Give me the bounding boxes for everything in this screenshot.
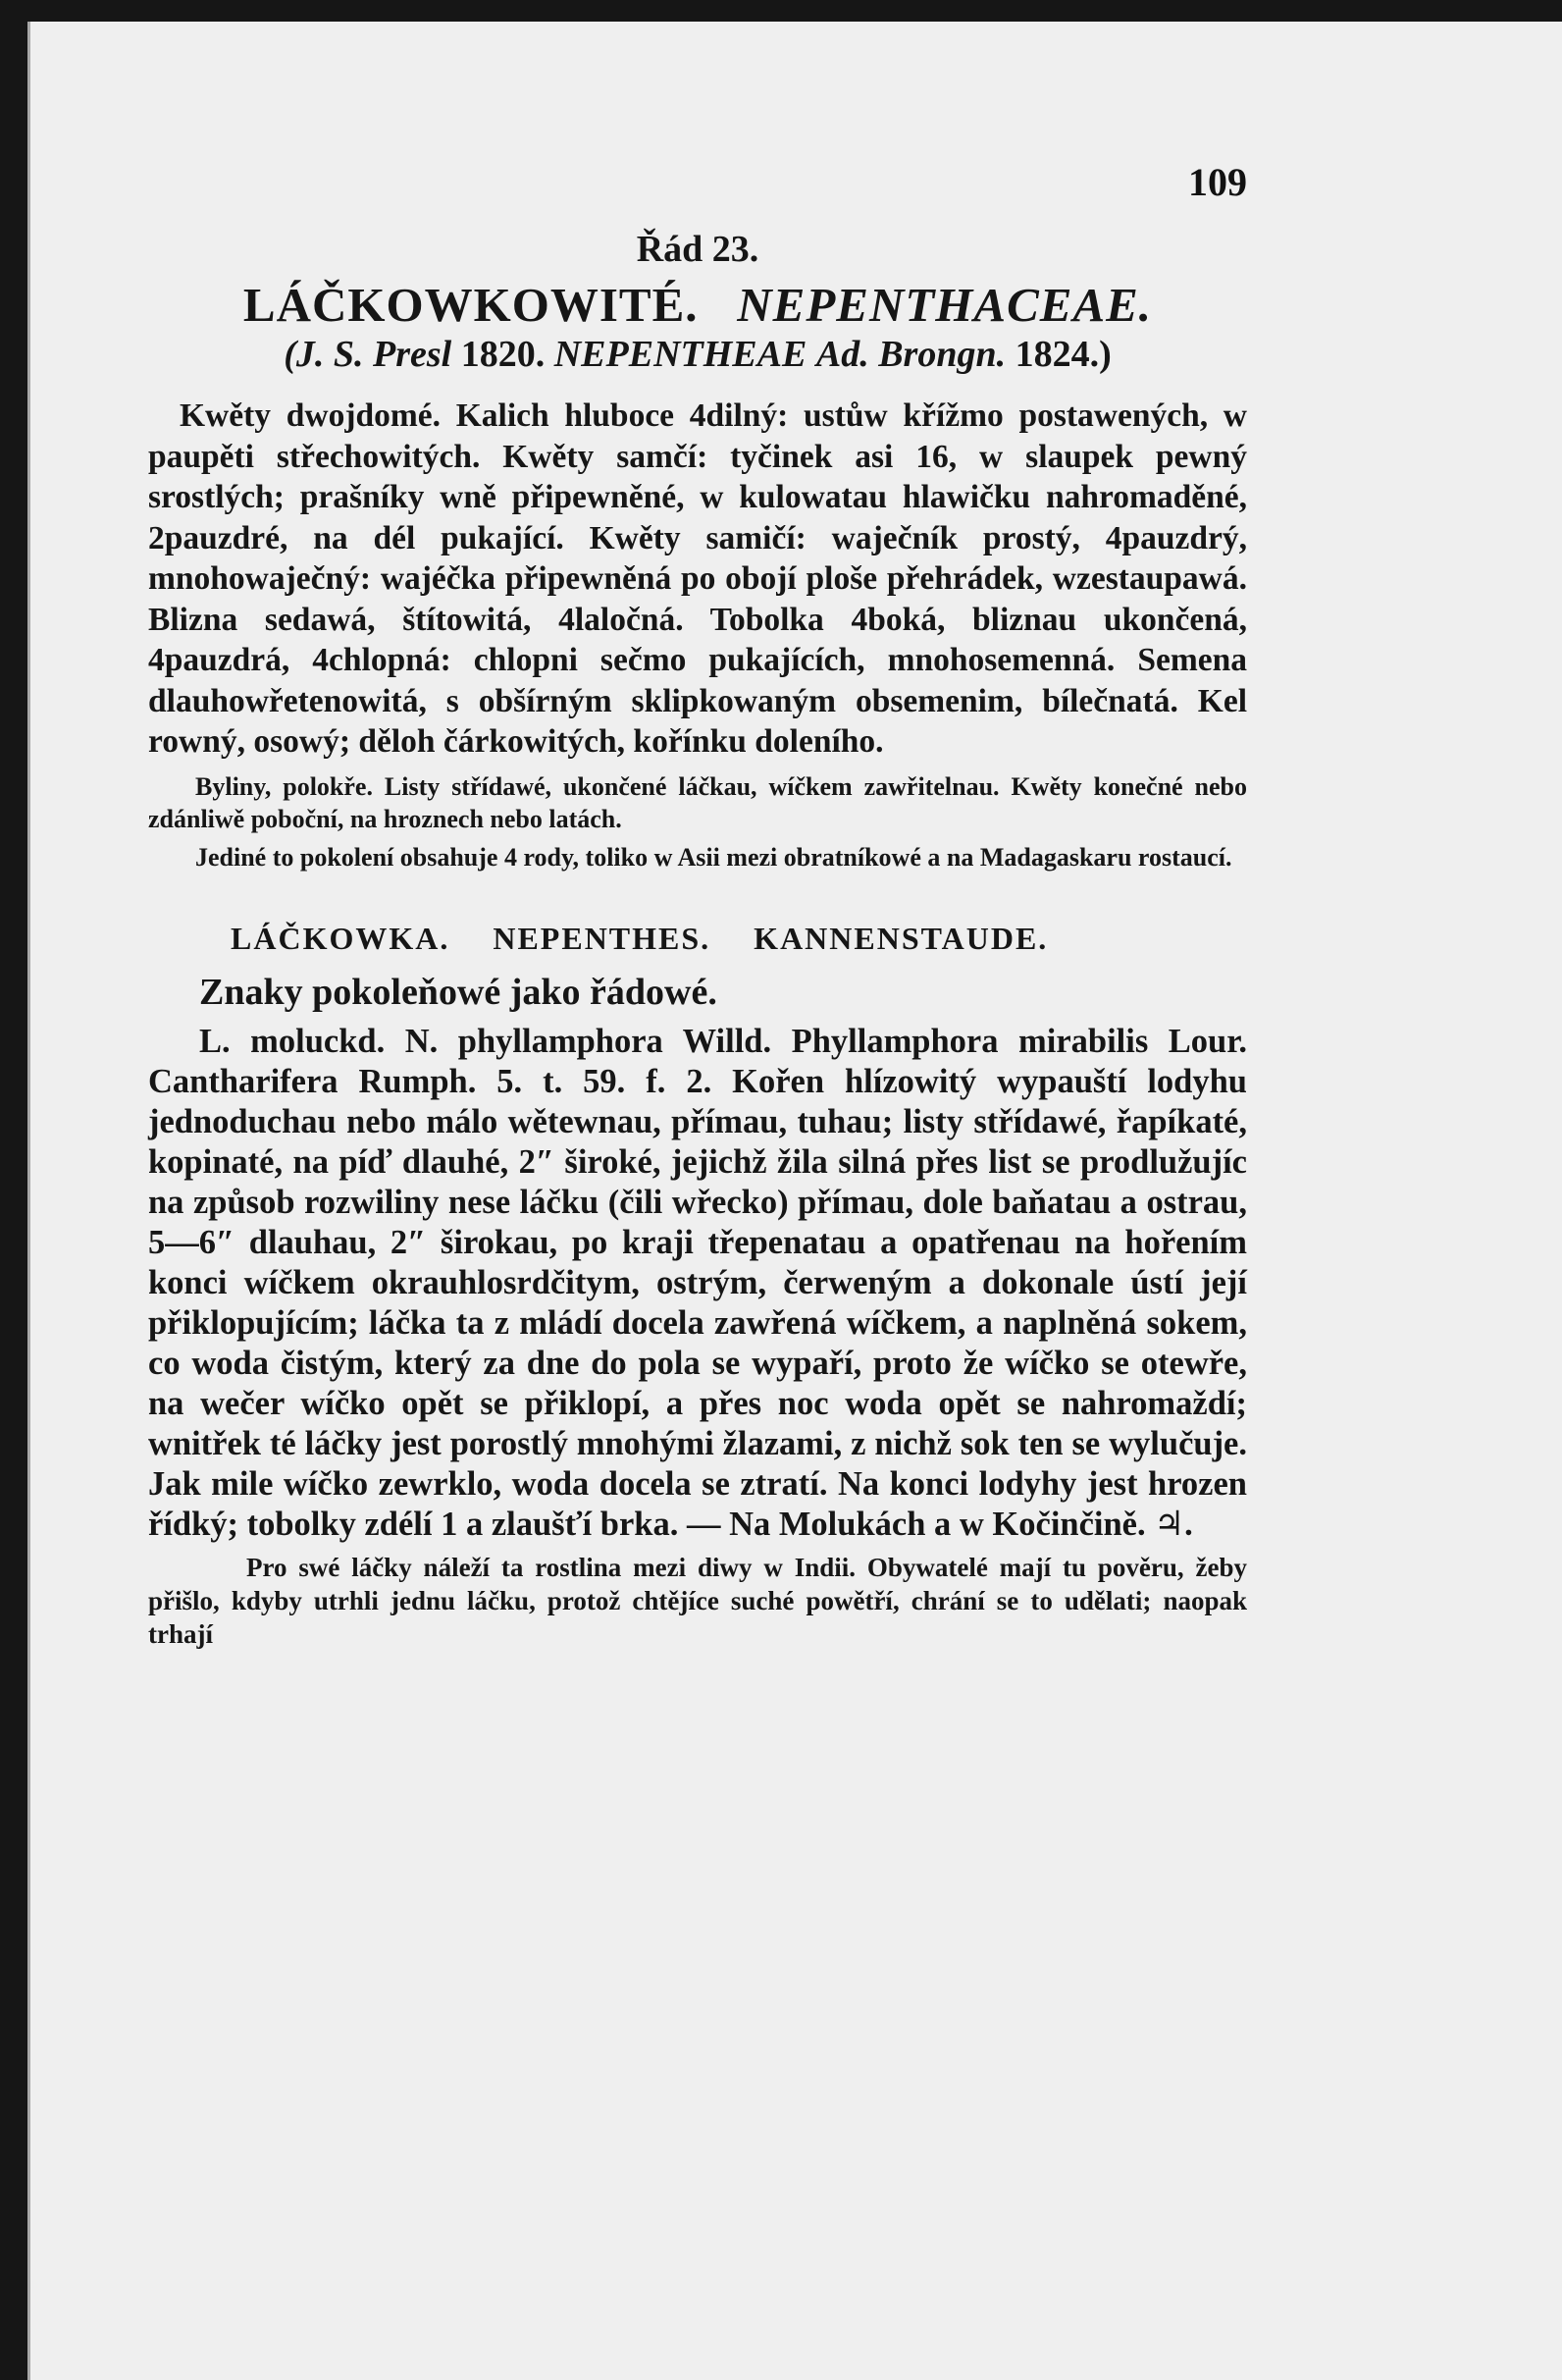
family-authority: [148, 333, 1247, 376]
habit-note: Byliny, polokře. Listy střídawé, ukončené láčkau, wíčkem zawřitelnau. Kwěty konečné nebo zdánliwě poboční, na hroznech nebo latách.: [148, 771, 1247, 833]
page-number: 109: [1188, 160, 1247, 204]
authority-alt-name: NEPENTHEAE: [553, 334, 807, 375]
page-content: [148, 228, 1247, 1651]
closing-note: Pro swé láčky náleží ta rostlina mezi diwy w Indii. Obywatelé mají tu pověru, žeby přišlo, kdyby utrhli jednu láčku, protož chtějíce suché powětří, chrání se to udělati; naopak trhají: [148, 1552, 1247, 1649]
authority-year: 1820.: [460, 334, 546, 375]
species-description: L. moluckd. N. phyllamphora Willd. Phyllamphora mirabilis Lour. Cantharifera Rumph. 5. t. 59. f. 2. Kořen hlízowitý wypauští lodyhu jednoduchau nebo málo wětewnau, přímau, tuhau; listy střídawé, řapíkaté, kopinaté, na píď dlauhé, 2″ široké, jejichž žila silná přes list se prodlužujíc na způsob rozwiliny nese láčku (čili wřecko) přímau, dole baňatau a ostrau, 5—6″ dlauhau, 2″ širokau, po kraji třepenatau a opatřenau na hořením konci wíčkem okrauhlosrdčitym, ostrým, čerweným a dokonale ústí její přiklopujícím; láčka ta z mládí docela zawřená wíčkem, a naplněná sokem, co woda čistým, který za dne do pola se wypaří, proto že wíčko se otewře, na wečer wíčko opět se přiklopí, a přes noc woda opět se nahromaždí; wnitřek té láčky jest porostlý mnohými žlazami, z nichž sok ten se wylučuje. Jak mile wíčko zewrklo, woda docela se ztratí. Na konci lodyhy jest hrozen řídký; tobolky zdélí 1 a zlaušťí brka. — Na Molukách a w Kočinčině. ♃.: [148, 1022, 1247, 1543]
authority-author: (J. S. Presl: [284, 334, 452, 375]
family-description: Kwěty dwojdomé. Kalich hluboce 4dilný: ustůw křížmo postawených, w paupěti střechowitých. Kwěty samčí: tyčinek asi 16, w slaupek pewný srostlých; prašníky wně připewněné, w kulowatau hlawičku nahromaděné, 2pauzdré, na dél pukající. Kwěty samičí: waječník prostý, 4pauzdrý, mnohowaječný: wajéčka připewněná po obojí ploše přehrádek, wzestaupawá. Blizna sedawá, štítowitá, 4laločná. Tobolka 4boká, bliznau ukončená, 4pauzdrá, 4chlopná: chlopni sečmo pukajících, mnohosemenná. Semena dlauhowřetenowitá, s obšírným sklipkowaným obsemenim, bílečnatá. Kel rowný, osowý; děloh čárkowitých, kořínku doleního.: [148, 397, 1247, 760]
family-heading: [148, 277, 1247, 333]
genus-czech-name: LÁČKOWKA.: [231, 920, 450, 956]
authority-alt-author: Ad. Brongn.: [815, 334, 1007, 375]
genus-latin-name: NEPENTHES.: [493, 920, 711, 956]
book-page: [27, 22, 1562, 2380]
authority-alt-year: 1824.): [1015, 334, 1112, 375]
order-heading: Řád 23.: [636, 229, 759, 270]
genus-line: [231, 921, 1247, 957]
family-latin-name: NEPENTHACEAE.: [737, 278, 1153, 332]
genus-characters-heading: Znaky pokoleňowé jako řádowé.: [199, 971, 717, 1013]
genus-german-name: KANNENSTAUDE.: [754, 920, 1049, 956]
family-czech-name: LÁČKOWKOWITÉ.: [242, 278, 699, 332]
distribution-note: Jediné to pokolení obsahuje 4 rody, toliko w Asii mezi obratníkowé a na Madagaskaru rostaucí.: [195, 842, 1232, 872]
